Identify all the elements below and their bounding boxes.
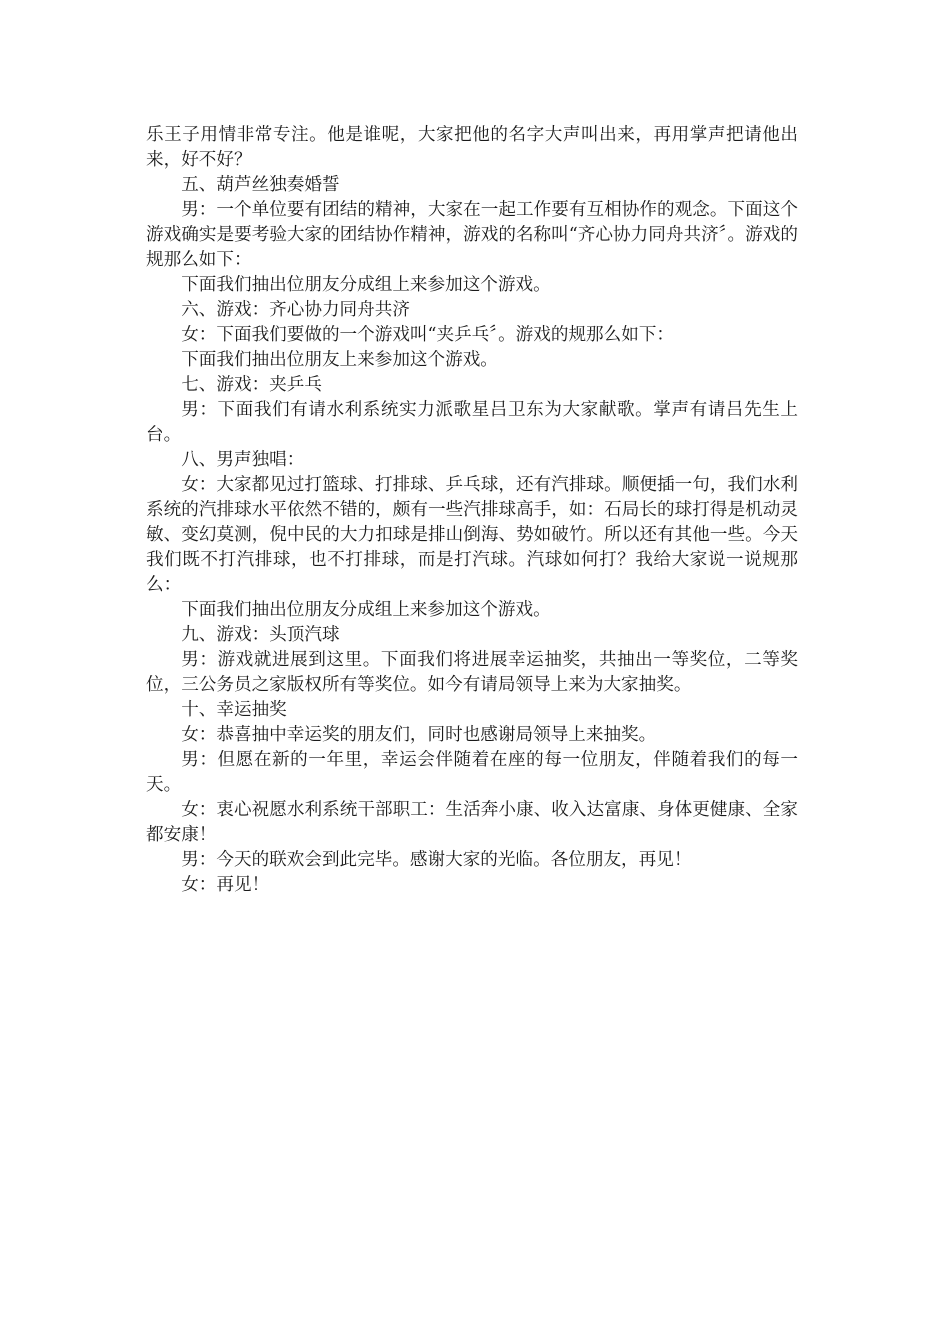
paragraph-continuation: 乐王子用情非常专注。他是谁呢，大家把他的名字大声叫出来，再用掌声把请他出来，好不好？ (146, 125, 798, 170)
paragraph-female-host: 女：衷心祝愿水利系统干部职工：生活奔小康、收入达富康、身体更健康、全家都安康！ (146, 800, 798, 845)
paragraph-male-host: 男：游戏就进展到这里。下面我们将进展幸运抽奖，共抽出一等奖位，二等奖位，三公务员之家版权所有等奖位。如今有请局领导上来为大家抽奖。 (146, 650, 798, 695)
paragraph-female-host: 女：恭喜抽中幸运奖的朋友们，同时也感谢局领导上来抽奖。 (181, 725, 657, 745)
paragraph-female-host: 女：大家都见过打篮球、打排球、乒乓球，还有汽排球。顺便插一句，我们水利系统的汽排球水平依然不错的，颇有一些汽排球高手，如：石局长的球打得是机动灵敏、变幻莫测，倪中民的大力扣球是排山倒海、势如破竹。所以还有其他一些。今天我们既不打汽排球，也不打排球，而是打汽球。汽球如何打？我给大家说一说规那么： (146, 475, 798, 595)
paragraph-female-host: 女：下面我们要做的一个游戏叫“夹乒乓〞。游戏的规那么如下： (181, 325, 675, 345)
paragraph-male-host: 男：今天的联欢会到此完毕。感谢大家的光临。各位朋友，再见！ (181, 850, 692, 870)
section-heading-8: 八、男声独唱： (181, 450, 305, 470)
section-heading-5: 五、葫芦丝独奏婚誓 (181, 175, 340, 195)
paragraph-male-host: 男：下面我们有请水利系统实力派歌星吕卫东为大家献歌。掌声有请吕先生上台。 (146, 400, 798, 445)
paragraph-male-host: 男：但愿在新的一年里，幸运会伴随着在座的每一位朋友，伴随着我们的每一天。 (146, 750, 798, 795)
section-heading-6: 六、游戏：齐心协力同舟共济 (181, 300, 410, 320)
document-body (146, 123, 798, 898)
paragraph-text: 下面我们抽出位朋友上来参加这个游戏。 (181, 350, 498, 370)
section-heading-9: 九、游戏：头顶汽球 (181, 625, 340, 645)
section-heading-7: 七、游戏：夹乒乓 (181, 375, 322, 395)
paragraph-female-host: 女：再见！ (181, 875, 270, 895)
paragraph-male-host: 男：一个单位要有团结的精神，大家在一起工作要有互相协作的观念。下面这个游戏确实是要考验大家的团结协作精神，游戏的名称叫“齐心协力同舟共济〞。游戏的规那么如下： (146, 200, 798, 270)
paragraph-text: 下面我们抽出位朋友分成组上来参加这个游戏。 (181, 275, 551, 295)
section-heading-10: 十、幸运抽奖 (181, 700, 287, 720)
paragraph-text: 下面我们抽出位朋友分成组上来参加这个游戏。 (181, 600, 551, 620)
